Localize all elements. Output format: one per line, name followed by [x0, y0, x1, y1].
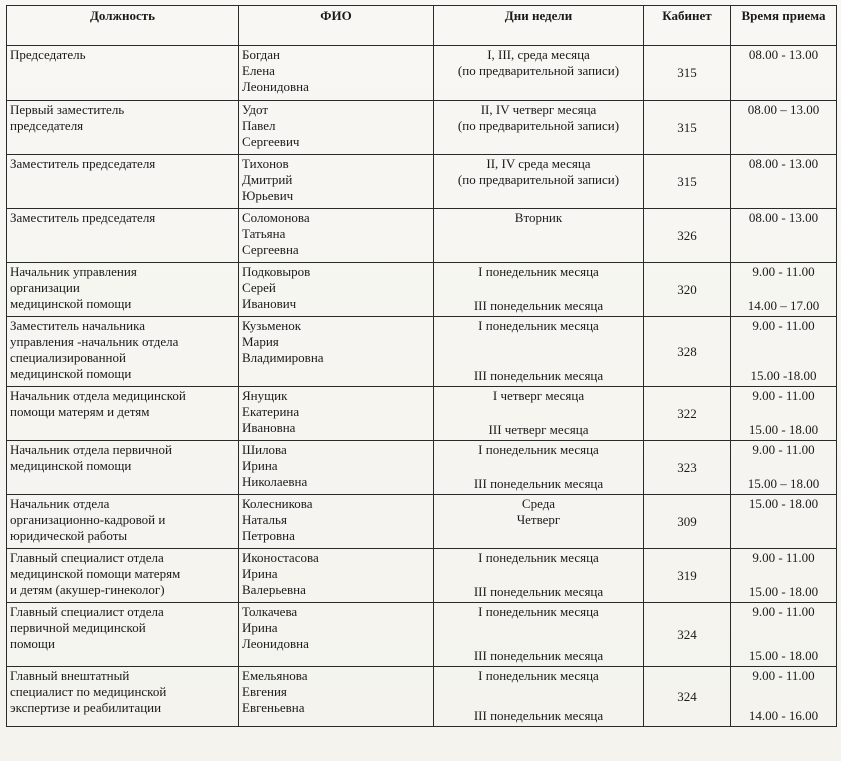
fio-line: Подковыров — [242, 264, 311, 279]
fio-line: Николаевна — [242, 474, 308, 489]
time-line: 9.00 - 11.00 — [752, 604, 815, 619]
position-line: специализированной — [10, 350, 126, 365]
fio-line: Толкачева — [242, 604, 298, 619]
position-line: и детям (акушер-гинеколог) — [10, 582, 165, 597]
position-line: управления -начальник отдела — [10, 334, 179, 349]
days-cell — [434, 101, 644, 155]
position-line: медицинской помощи матерям — [10, 566, 181, 581]
room-cell: 315 — [644, 46, 731, 101]
position-line: Заместитель председателя — [10, 156, 156, 171]
time-cell — [731, 603, 837, 667]
position-cell — [7, 495, 239, 549]
position-line: медицинской помощи — [10, 458, 132, 473]
time-cell — [731, 263, 837, 317]
time-line: 15.00 - 18.00 — [748, 584, 819, 599]
time-cell — [731, 46, 837, 101]
position-line: Главный специалист отдела — [10, 604, 164, 619]
position-line: Начальник управления — [10, 264, 137, 279]
fio-line: Сергеевна — [242, 242, 299, 257]
position-cell — [7, 46, 239, 101]
table-body — [7, 46, 837, 727]
days-cell — [434, 495, 644, 549]
fio-line: Петровна — [242, 528, 295, 543]
fio-line: Екатерина — [242, 404, 300, 419]
days-line: Среда — [521, 496, 556, 511]
fio-line: Татьяна — [242, 226, 286, 241]
header-fio: ФИО — [239, 6, 434, 46]
days-cell — [434, 441, 644, 495]
days-cell — [434, 46, 644, 101]
fio-cell — [239, 155, 434, 209]
days-line: III понедельник месяца — [473, 648, 604, 663]
fio-line: Леонидовна — [242, 636, 309, 651]
time-line: 15.00 – 18.00 — [747, 476, 820, 491]
fio-line: Удот — [242, 102, 269, 117]
fio-line: Богдан — [242, 47, 280, 62]
time-line: 9.00 - 11.00 — [752, 388, 815, 403]
room-cell: 328 — [644, 317, 731, 387]
position-line: Главный специалист отдела — [10, 550, 164, 565]
room-cell: 324 — [644, 603, 731, 667]
fio-line: Мария — [242, 334, 279, 349]
table-row — [7, 441, 837, 495]
header-time: Время приема — [731, 6, 837, 46]
fio-line: Колесникова — [242, 496, 313, 511]
fio-line: Валерьевна — [242, 582, 306, 597]
table-row — [7, 46, 837, 101]
time-cell — [731, 101, 837, 155]
days-cell — [434, 263, 644, 317]
time-line: 14.00 - 16.00 — [748, 708, 819, 723]
position-cell — [7, 387, 239, 441]
fio-cell — [239, 549, 434, 603]
position-line: специалист по медицинской — [10, 684, 167, 699]
room-cell: 322 — [644, 387, 731, 441]
days-line: III понедельник месяца — [473, 476, 604, 491]
room-cell: 320 — [644, 263, 731, 317]
days-line: I понедельник месяца — [478, 442, 599, 457]
table-header — [7, 6, 837, 46]
time-line: 08.00 – 13.00 — [747, 102, 820, 117]
table-row — [7, 209, 837, 263]
room-cell: 315 — [644, 101, 731, 155]
fio-line: Елена — [242, 63, 275, 78]
days-line: (по предварительной записи) — [457, 118, 620, 133]
days-line: Вторник — [514, 210, 563, 225]
table-row — [7, 495, 837, 549]
fio-cell — [239, 667, 434, 727]
position-cell — [7, 155, 239, 209]
fio-cell — [239, 101, 434, 155]
time-line: 08.00 - 13.00 — [748, 156, 819, 171]
days-line: III понедельник месяца — [473, 298, 604, 313]
table-row — [7, 549, 837, 603]
fio-cell — [239, 263, 434, 317]
fio-line: Ирина — [242, 458, 278, 473]
fio-line: Юрьевич — [242, 188, 294, 203]
header-position: Должность — [7, 6, 239, 46]
fio-line: Евгеньевна — [242, 700, 305, 715]
fio-line: Емельянова — [242, 668, 308, 683]
position-line: Заместитель начальника — [10, 318, 145, 333]
days-line: Четверг — [516, 512, 561, 527]
room-cell: 319 — [644, 549, 731, 603]
room-cell: 309 — [644, 495, 731, 549]
days-line: I, III, среда месяца — [487, 47, 590, 62]
time-line: 15.00 - 18.00 — [748, 496, 819, 511]
time-line: 9.00 - 11.00 — [752, 442, 815, 457]
time-cell — [731, 155, 837, 209]
position-line: Главный внештатный — [10, 668, 130, 683]
time-line: 14.00 – 17.00 — [747, 298, 820, 313]
position-line: Начальник отдела первичной — [10, 442, 172, 457]
position-line: экспертизе и реабилитации — [10, 700, 162, 715]
fio-line: Иконостасова — [242, 550, 319, 565]
position-line: Начальник отдела медицинской — [10, 388, 186, 403]
table-row — [7, 263, 837, 317]
position-cell — [7, 263, 239, 317]
position-line: первичной медицинской — [10, 620, 146, 635]
position-cell — [7, 441, 239, 495]
time-line: 9.00 - 11.00 — [752, 318, 815, 333]
time-line: 9.00 - 11.00 — [752, 668, 815, 683]
position-line: организации — [10, 280, 80, 295]
time-line: 15.00 - 18.00 — [748, 422, 819, 437]
header-room: Кабинет — [644, 6, 731, 46]
room-cell: 326 — [644, 209, 731, 263]
position-line: Начальник отдела — [10, 496, 110, 511]
days-cell — [434, 317, 644, 387]
fio-line: Евгения — [242, 684, 287, 699]
header-row — [7, 6, 837, 46]
time-line: 08.00 - 13.00 — [748, 210, 819, 225]
time-line: 15.00 -18.00 — [750, 368, 817, 383]
position-line: организационно-кадровой и — [10, 512, 166, 527]
fio-line: Ивановна — [242, 420, 296, 435]
days-line: III четверг месяца — [488, 422, 589, 437]
days-line: (по предварительной записи) — [457, 172, 620, 187]
fio-line: Владимировна — [242, 350, 324, 365]
time-cell — [731, 549, 837, 603]
days-line: III понедельник месяца — [473, 584, 604, 599]
position-cell — [7, 667, 239, 727]
time-line: 9.00 - 11.00 — [752, 264, 815, 279]
table-row — [7, 387, 837, 441]
days-line: III понедельник месяца — [473, 368, 604, 383]
days-line: II, IV четверг месяца — [480, 102, 597, 117]
reception-schedule-table — [6, 5, 837, 727]
fio-line: Шилова — [242, 442, 287, 457]
fio-cell — [239, 495, 434, 549]
time-line: 9.00 - 11.00 — [752, 550, 815, 565]
days-cell — [434, 387, 644, 441]
days-line: I понедельник месяца — [478, 604, 599, 619]
time-cell — [731, 209, 837, 263]
days-line: I понедельник месяца — [478, 264, 599, 279]
fio-cell — [239, 209, 434, 263]
fio-line: Серей — [242, 280, 276, 295]
position-cell — [7, 317, 239, 387]
position-line: медицинской помощи — [10, 296, 132, 311]
fio-line: Ирина — [242, 620, 278, 635]
table-row — [7, 603, 837, 667]
position-line: помощи — [10, 636, 55, 651]
position-cell — [7, 603, 239, 667]
fio-line: Дмитрий — [242, 172, 293, 187]
time-cell — [731, 441, 837, 495]
position-cell — [7, 549, 239, 603]
time-cell — [731, 387, 837, 441]
fio-line: Сергеевич — [242, 134, 300, 149]
fio-line: Тихонов — [242, 156, 289, 171]
table-row — [7, 101, 837, 155]
time-cell — [731, 667, 837, 727]
fio-line: Соломонова — [242, 210, 310, 225]
table-row — [7, 667, 837, 727]
days-line: I понедельник месяца — [478, 318, 599, 333]
time-line: 15.00 - 18.00 — [748, 648, 819, 663]
days-cell — [434, 603, 644, 667]
position-line: медицинской помощи — [10, 366, 132, 381]
fio-line: Павел — [242, 118, 276, 133]
fio-cell — [239, 603, 434, 667]
time-cell — [731, 317, 837, 387]
fio-line: Ирина — [242, 566, 278, 581]
room-cell: 324 — [644, 667, 731, 727]
days-line: I четверг месяца — [492, 388, 585, 403]
fio-line: Леонидовна — [242, 79, 309, 94]
fio-cell — [239, 387, 434, 441]
days-cell — [434, 209, 644, 263]
position-cell — [7, 209, 239, 263]
room-cell: 315 — [644, 155, 731, 209]
fio-line: Янущик — [242, 388, 288, 403]
position-cell — [7, 101, 239, 155]
fio-cell — [239, 441, 434, 495]
table-row — [7, 155, 837, 209]
days-cell — [434, 549, 644, 603]
days-cell — [434, 667, 644, 727]
fio-cell — [239, 317, 434, 387]
days-line: I понедельник месяца — [478, 550, 599, 565]
header-days: Дни недели — [434, 6, 644, 46]
days-line: II, IV среда месяца — [486, 156, 591, 171]
fio-line: Иванович — [242, 296, 297, 311]
position-line: председателя — [10, 118, 84, 133]
time-line: 08.00 - 13.00 — [748, 47, 819, 62]
fio-line: Наталья — [242, 512, 287, 527]
fio-cell — [239, 46, 434, 101]
position-line: Первый заместитель — [10, 102, 125, 117]
days-line: III понедельник месяца — [473, 708, 604, 723]
days-line: I понедельник месяца — [478, 668, 599, 683]
fio-line: Кузьменок — [242, 318, 302, 333]
position-line: помощи матерям и детям — [10, 404, 150, 419]
days-line: (по предварительной записи) — [457, 63, 620, 78]
table-row — [7, 317, 837, 387]
position-line: Заместитель председателя — [10, 210, 156, 225]
room-cell: 323 — [644, 441, 731, 495]
days-cell — [434, 155, 644, 209]
position-line: Председатель — [10, 47, 86, 62]
position-line: юридической работы — [10, 528, 128, 543]
time-cell — [731, 495, 837, 549]
